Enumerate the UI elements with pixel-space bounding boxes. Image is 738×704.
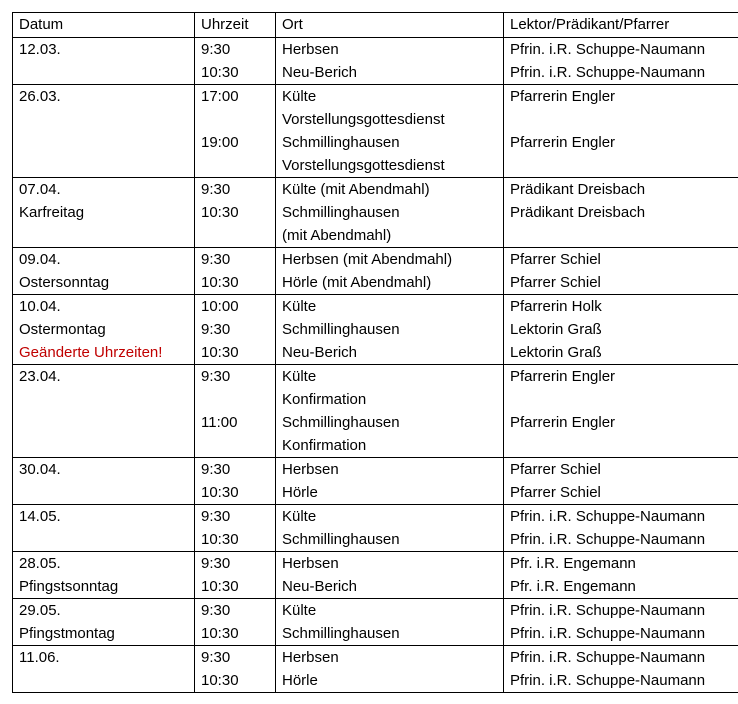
cell-ort [276,248,504,295]
ort-line: Herbsen [282,461,339,478]
datum-line: Pfingstmontag [19,625,115,642]
lektor-line: Lektorin Graß [510,344,602,361]
uhrzeit-line: 10:30 [201,531,239,548]
uhrzeit-line: 10:30 [201,64,239,81]
lektor-line: Lektorin Graß [510,321,602,338]
lektor-line: Pfr. i.R. Engemann [510,555,636,572]
lektor-line: Pfr. i.R. Engemann [510,578,636,595]
ort-line: Herbsen [282,649,339,666]
ort-line: Herbsen (mit Abendmahl) [282,251,453,268]
table-body [13,38,738,693]
changed-times-note: Geänderte Uhrzeiten! [19,344,163,361]
ort-line: Külte [282,88,317,105]
cell-ort [276,365,504,458]
ort-line: Hörle (mit Abendmahl) [282,274,432,291]
uhrzeit-line: 17:00 [201,88,239,105]
lektor-line [510,154,733,177]
table-row [13,295,738,365]
uhrzeit-line: 10:30 [201,484,239,501]
cell-datum [13,552,195,599]
cell-lektor [504,365,738,458]
cell-lektor [504,458,738,505]
ort-line: Külte [282,298,317,315]
ort-line: Schmillinghausen [282,414,400,431]
datum-line: 12.03. [19,41,61,58]
lektor-line: Pfarrerin Engler [510,414,616,431]
ort-line: Schmillinghausen [282,321,400,338]
uhrzeit-line: 10:30 [201,672,239,689]
cell-uhrzeit [195,599,276,646]
ort-line: Külte [282,508,317,525]
datum-line: 23.04. [19,368,61,385]
cell-ort [276,646,504,693]
lektor-line: Pfarrer Schiel [510,484,601,501]
uhrzeit-line: 9:30 [201,41,231,58]
datum-line: 14.05. [19,508,61,525]
cell-ort [276,599,504,646]
uhrzeit-line: 9:30 [201,461,231,478]
cell-lektor [504,505,738,552]
cell-datum [13,248,195,295]
header-lektor: Lektor/Prädikant/Pfarrer [504,13,738,38]
uhrzeit-line [201,224,269,247]
cell-uhrzeit [195,248,276,295]
lektor-line: Pfarrer Schiel [510,461,601,478]
cell-lektor [504,178,738,248]
ort-line: Schmillinghausen [282,625,400,642]
ort-line: Neu-Berich [282,578,358,595]
lektor-line: Pfarrerin Holk [510,298,602,315]
cell-datum [13,365,195,458]
cell-ort [276,295,504,365]
cell-lektor [504,295,738,365]
cell-lektor [504,599,738,646]
uhrzeit-line [201,154,269,177]
ort-line: Konfirmation [282,391,367,408]
datum-line: 10.04. [19,298,61,315]
uhrzeit-line [201,388,269,411]
datum-line: Karfreitag [19,204,85,221]
uhrzeit-line: 9:30 [201,649,231,666]
uhrzeit-line: 9:30 [201,321,231,338]
ort-line: Herbsen [282,41,339,58]
service-schedule-table [12,12,738,693]
uhrzeit-line: 9:30 [201,251,231,268]
table-row [13,458,738,505]
cell-datum [13,458,195,505]
datum-line: 29.05. [19,602,61,619]
ort-line: Hörle [282,672,318,689]
datum-line: 07.04. [19,181,61,198]
lektor-line: Pfrin. i.R. Schuppe-Naumann [510,672,706,689]
cell-uhrzeit [195,85,276,178]
datum-line: Pfingstsonntag [19,578,119,595]
table-row [13,552,738,599]
uhrzeit-line [201,434,269,457]
cell-datum [13,646,195,693]
table-header-row [13,13,738,38]
uhrzeit-line: 19:00 [201,134,239,151]
ort-line: (mit Abendmahl) [282,227,392,244]
uhrzeit-line [201,108,269,131]
lektor-line: Pfarrer Schiel [510,274,601,291]
lektor-line: Prädikant Dreisbach [510,204,646,221]
cell-uhrzeit [195,178,276,248]
cell-lektor [504,38,738,85]
lektor-line [510,108,733,131]
cell-datum [13,505,195,552]
lektor-line: Pfrin. i.R. Schuppe-Naumann [510,602,706,619]
lektor-line: Pfrin. i.R. Schuppe-Naumann [510,531,706,548]
cell-datum [13,38,195,85]
uhrzeit-line: 10:00 [201,298,239,315]
table-row [13,248,738,295]
ort-line: Hörle [282,484,318,501]
header-uhrzeit: Uhrzeit [195,13,276,38]
ort-line: Schmillinghausen [282,134,400,151]
cell-lektor [504,646,738,693]
table-row [13,599,738,646]
cell-uhrzeit [195,505,276,552]
cell-uhrzeit [195,646,276,693]
cell-uhrzeit [195,295,276,365]
lektor-line: Pfrin. i.R. Schuppe-Naumann [510,649,706,666]
ort-line: Neu-Berich [282,344,358,361]
cell-ort [276,505,504,552]
lektor-line: Pfrin. i.R. Schuppe-Naumann [510,508,706,525]
ort-line: Külte (mit Abendmahl) [282,181,430,198]
datum-line: Ostersonntag [19,274,110,291]
cell-datum [13,85,195,178]
cell-ort [276,38,504,85]
lektor-line: Pfrin. i.R. Schuppe-Naumann [510,64,706,81]
ort-line: Konfirmation [282,437,367,454]
cell-uhrzeit [195,365,276,458]
uhrzeit-line: 10:30 [201,274,239,291]
table-row [13,85,738,178]
uhrzeit-line: 11:00 [201,414,238,431]
datum-line: 26.03. [19,88,61,105]
datum-line: 28.05. [19,555,61,572]
table-row [13,38,738,85]
lektor-line: Pfarrerin Engler [510,88,616,105]
table-row [13,178,738,248]
cell-uhrzeit [195,552,276,599]
ort-line: Külte [282,602,317,619]
lektor-line: Pfrin. i.R. Schuppe-Naumann [510,625,706,642]
datum-line: Ostermontag [19,321,106,338]
header-datum: Datum [13,13,195,38]
cell-lektor [504,248,738,295]
lektor-line [510,224,733,247]
cell-ort [276,552,504,599]
lektor-line: Prädikant Dreisbach [510,181,646,198]
table-row [13,646,738,693]
uhrzeit-line: 9:30 [201,602,231,619]
lektor-line: Pfarrerin Engler [510,368,616,385]
cell-datum [13,178,195,248]
ort-line: Neu-Berich [282,64,358,81]
uhrzeit-line: 9:30 [201,555,231,572]
uhrzeit-line: 9:30 [201,508,231,525]
lektor-line [510,388,733,411]
cell-uhrzeit [195,38,276,85]
ort-line: Schmillinghausen [282,531,400,548]
datum-line: 30.04. [19,461,61,478]
uhrzeit-line: 10:30 [201,578,239,595]
table-row [13,365,738,458]
ort-line: Külte [282,368,317,385]
cell-lektor [504,85,738,178]
ort-line: Schmillinghausen [282,204,400,221]
cell-ort [276,85,504,178]
cell-uhrzeit [195,458,276,505]
datum-line: 09.04. [19,251,61,268]
lektor-line: Pfrin. i.R. Schuppe-Naumann [510,41,706,58]
cell-datum [13,295,195,365]
lektor-line [510,434,733,457]
uhrzeit-line: 9:30 [201,181,231,198]
lektor-line: Pfarrerin Engler [510,134,616,151]
cell-ort [276,458,504,505]
uhrzeit-line: 9:30 [201,368,231,385]
datum-line: 11.06. [19,649,60,666]
uhrzeit-line: 10:30 [201,344,239,361]
cell-ort [276,178,504,248]
ort-line: Herbsen [282,555,339,572]
uhrzeit-line: 10:30 [201,625,239,642]
uhrzeit-line: 10:30 [201,204,239,221]
ort-line: Vorstellungsgottesdienst [282,111,445,128]
header-ort: Ort [276,13,504,38]
cell-datum [13,599,195,646]
table-row [13,505,738,552]
cell-lektor [504,552,738,599]
ort-line: Vorstellungsgottesdienst [282,157,445,174]
lektor-line: Pfarrer Schiel [510,251,601,268]
